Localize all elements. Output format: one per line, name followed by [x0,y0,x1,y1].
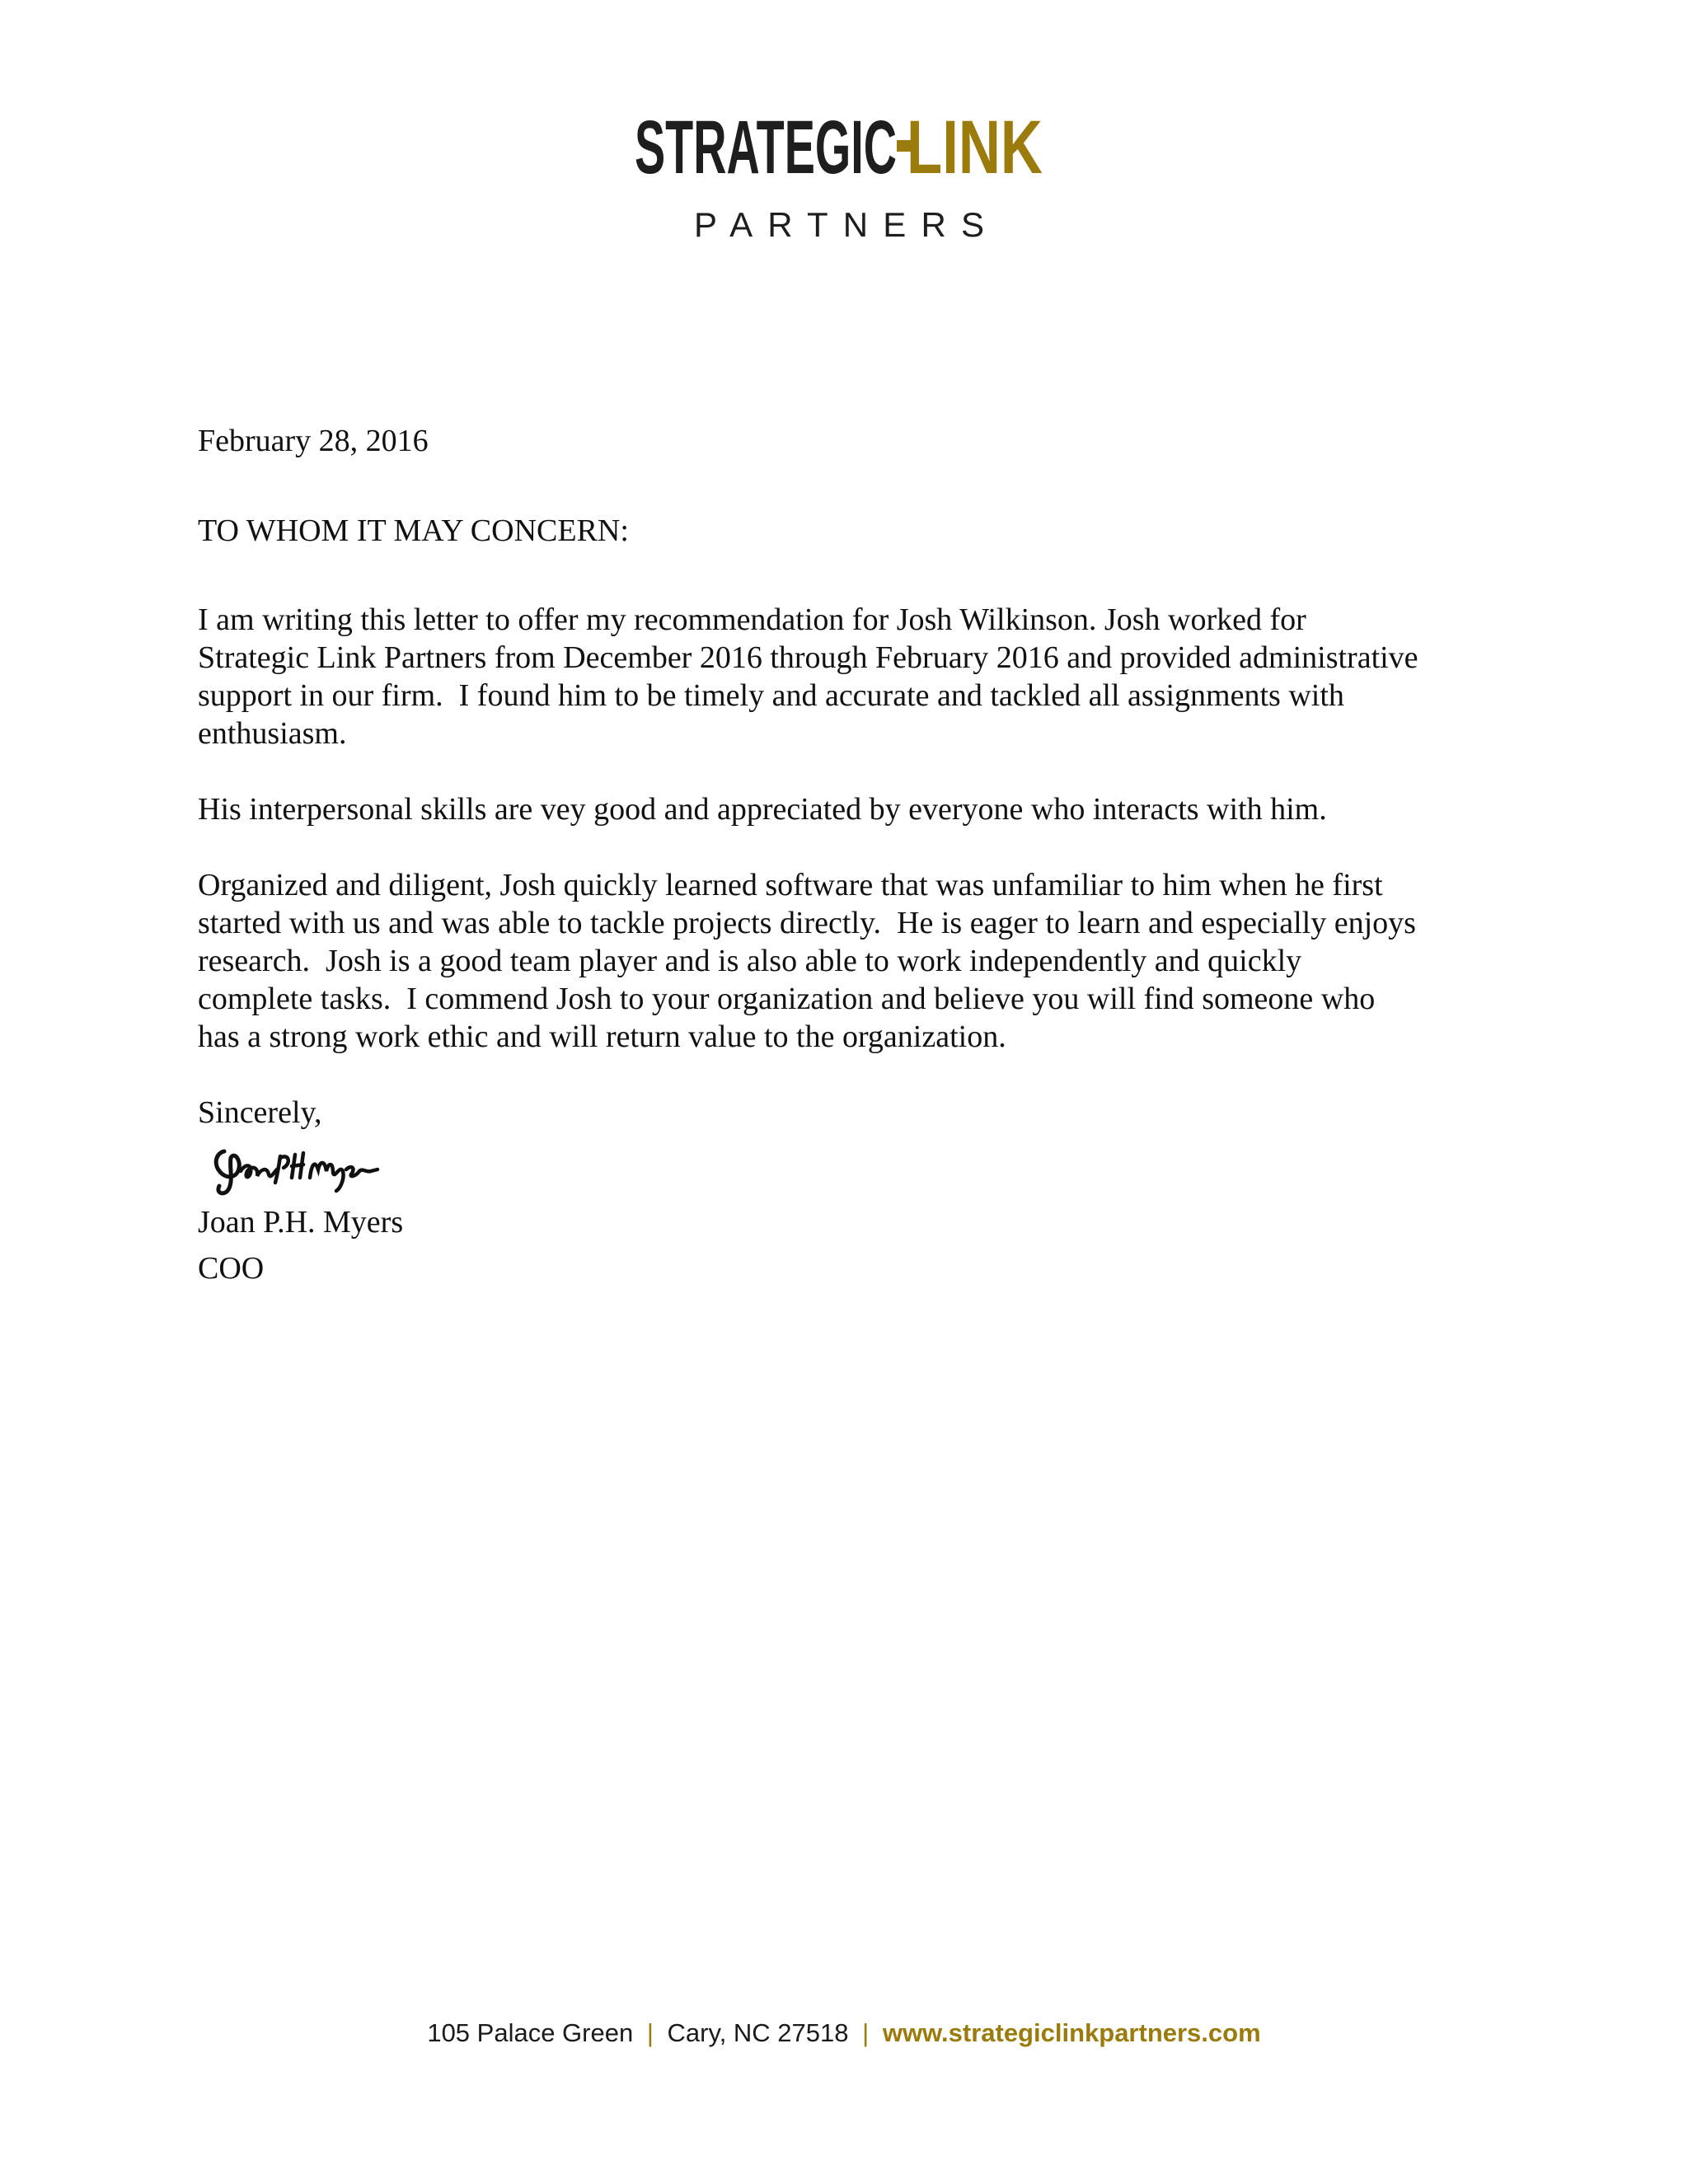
letter-paragraph-2: His interpersonal skills are vey good and appreciated by everyone who interacts with him. [198,792,1327,827]
logo-word-link: LINK [907,109,1043,190]
handwritten-signature [209,1140,382,1197]
letter-paragraph-1: I am writing this letter to offer my recommendation for Josh Wilkinson. Josh worked for Strategic Link Partners from December 2016 through February 2016 and provided administrative support in our firm. I found him to be timely and accurate and tackled all assignments with enthusiasm. [198,602,1418,751]
footer-address: 105 Palace Green [427,2018,634,2047]
letter-closing: Sincerely, [198,1095,322,1130]
footer-website-link[interactable]: www.strategiclinkpartners.com [882,2018,1261,2047]
logo-mark [635,109,1063,249]
logo-tagline: PARTNERS [694,205,984,244]
footer-separator: | [862,2018,870,2047]
letter-date: February 28, 2016 [198,424,429,458]
company-logo [635,109,1063,249]
footer-city: Cary, NC 27518 [667,2018,849,2047]
letter-paragraph-3: Organized and diligent, Josh quickly learned software that was unfamiliar to him when he first started with us and was able to tackle projects directly. He is eager to learn and especially enjoys research. Josh is a good team player and is also able to work independently and quickly complete tasks. I commend Josh to your organization and believe you will find someone who has a strong work ethic and will return value to the organization. [198,868,1416,1054]
logo-word-strategic: STRATEGIC [635,109,897,190]
letter-salutation: TO WHOM IT MAY CONCERN: [198,513,629,548]
letterhead-footer [0,2018,1688,2048]
footer-separator: | [646,2018,654,2047]
signer-title: COO [198,1251,265,1286]
signer-name: Joan P.H. Myers [198,1205,404,1240]
letter-body [198,422,1517,1291]
